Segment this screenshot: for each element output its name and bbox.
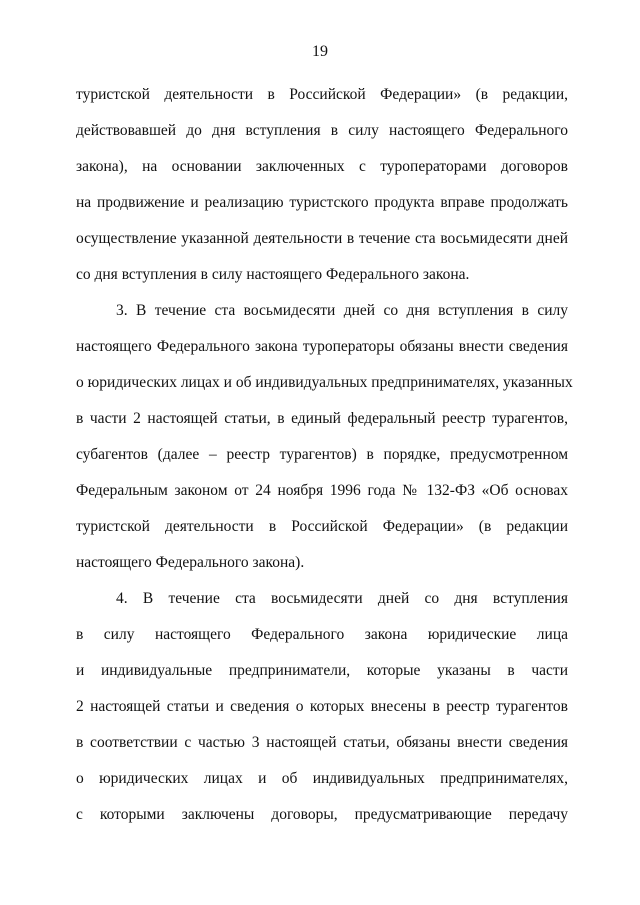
text-line: настоящего Федерального закона туроператоры обязаны внести сведения [76,338,568,355]
text-line: о юридических лицах и об индивидуальных предпринимателях, указанных [76,374,573,391]
page-number: 19 [312,43,328,60]
text-line: о юридических лицах и об индивидуальных предпринимателях, [76,770,568,787]
text-line: туристской деятельности в Российской Федерации» (в редакции, [76,86,568,103]
text-line: со дня вступления в силу настоящего Федерального закона. [76,266,470,283]
text-line: и индивидуальные предприниматели, которые указаны в части [76,662,568,679]
text-line: Федеральным законом от 24 ноября 1996 года № 132-ФЗ «Об основах [76,482,568,499]
text-line: в силу настоящего Федерального закона юридические лица [76,626,568,643]
text-line: туристской деятельности в Российской Федерации» (в редакции [76,518,568,535]
text-line: субагентов (далее – реестр турагентов) в порядке, предусмотренном [76,446,568,463]
text-line: с которыми заключены договоры, предусматривающие передачу [76,806,568,823]
text-line: осуществление указанной деятельности в течение ста восьмидесяти дней [76,230,568,247]
text-line: в соответствии с частью 3 настоящей статьи, обязаны внести сведения [76,734,568,751]
text-line: закона), на основании заключенных с туроператорами договоров [76,158,568,175]
text-line: действовавшей до дня вступления в силу настоящего Федерального [76,122,568,139]
text-line: 3. В течение ста восьмидесяти дней со дня вступления в силу [116,302,568,319]
text-line: 2 настоящей статьи и сведения о которых внесены в реестр турагентов [76,698,568,715]
text-line: настоящего Федерального закона). [76,554,305,571]
text-line: в части 2 настоящей статьи, в единый федеральный реестр турагентов, [76,410,568,427]
text-line: на продвижение и реализацию туристского продукта вправе продолжать [76,194,568,211]
text-line: 4. В течение ста восьмидесяти дней со дня вступления [116,590,568,607]
